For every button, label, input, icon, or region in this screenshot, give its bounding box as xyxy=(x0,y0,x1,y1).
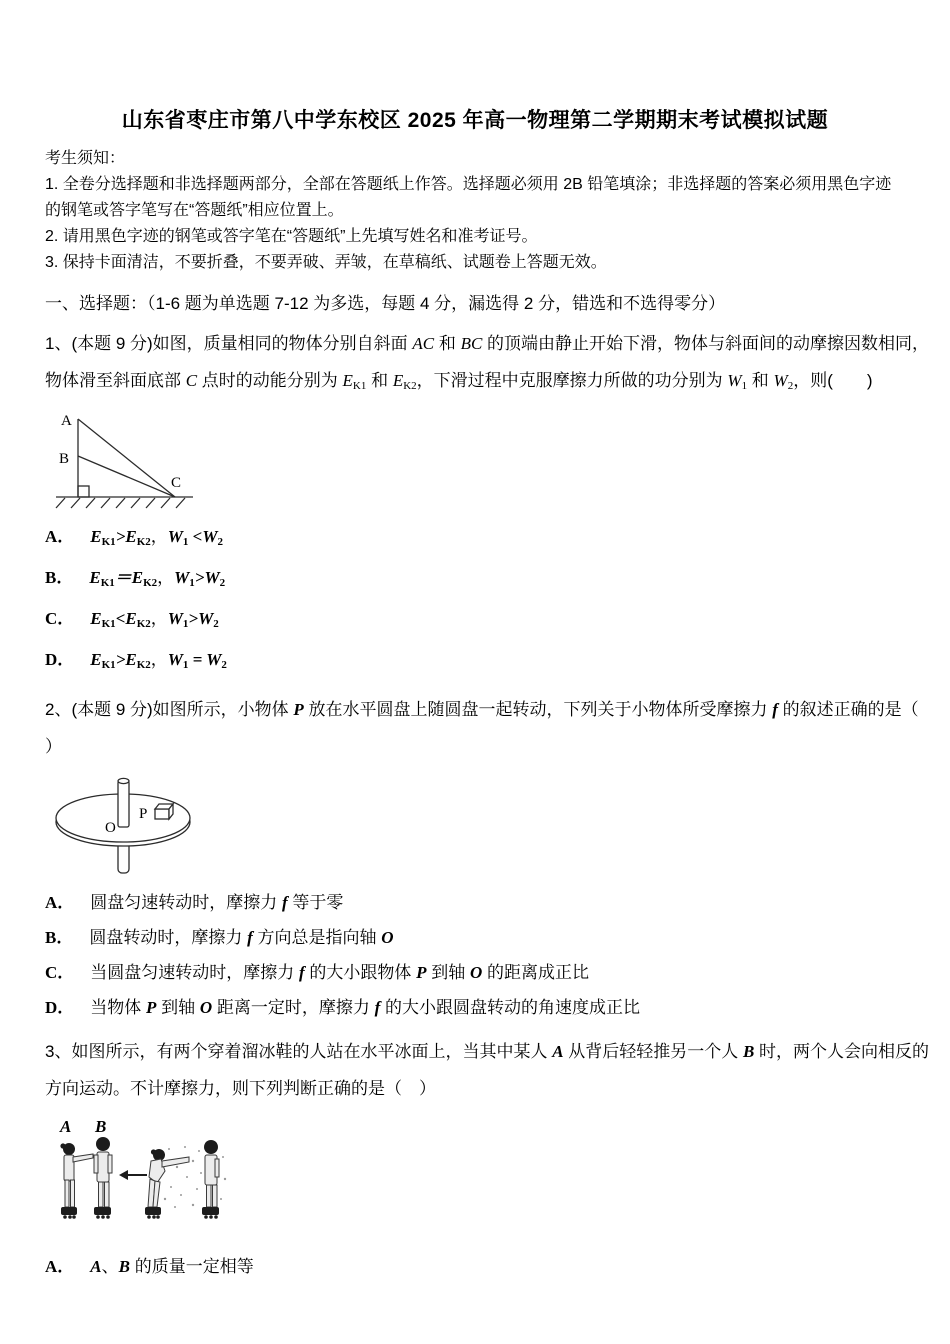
option-text: A、B 的质量一定相等 xyxy=(90,1257,254,1276)
option-label: C． xyxy=(45,609,75,628)
option-text: 圆盘匀速转动时，摩擦力 f 等于零 xyxy=(90,893,344,912)
option-text: 当圆盘匀速转动时，摩擦力 f 的大小跟物体 P 到轴 O 的距离成正比 xyxy=(90,963,589,982)
option-label: B． xyxy=(45,928,74,947)
question-1-options xyxy=(45,519,905,683)
question-3-text xyxy=(45,1033,930,1107)
notice-block xyxy=(45,146,905,276)
question-2-line-2: ） xyxy=(45,737,62,756)
question-2-text xyxy=(45,691,919,765)
option-text: 当物体 P 到轴 O 距离一定时，摩擦力 f 的大小跟圆盘转动的角速度成正比 xyxy=(90,998,640,1017)
option-text: 圆盘转动时，摩擦力 f 方向总是指向轴 O xyxy=(89,928,394,947)
question-3-line-2: 方向运动。不计摩擦力，则下列判断正确的是（ ） xyxy=(45,1079,436,1098)
person-b-after-push xyxy=(202,1140,219,1219)
question-1-line-2: 物体滑至斜面底部 C 点时的动能分别为 EK1 和 EK2，下滑过程中克服摩擦力所做的功分别为 W1 和 W2，则( ) xyxy=(45,371,873,392)
point-c-label: C xyxy=(171,475,182,491)
notice-item-2: 2. 请用黑色字迹的钢笔或答字笔在“答题纸”上先填写姓名和准考证号。 xyxy=(45,228,538,245)
question-2 xyxy=(45,691,919,1025)
incline-diagram xyxy=(53,411,218,511)
skater-a-label: A xyxy=(60,1117,72,1136)
axis-o-label: O xyxy=(105,820,116,836)
block-p xyxy=(155,804,173,819)
q1-option-c xyxy=(45,601,905,642)
option-text: EK1>EK2，W1 <W2 xyxy=(90,527,223,548)
person-a-after-push xyxy=(145,1149,189,1219)
question-2-options xyxy=(45,885,905,1025)
axle-rod xyxy=(118,781,129,827)
option-label: A． xyxy=(45,893,75,912)
q2-option-a xyxy=(45,885,905,920)
ground-hatching xyxy=(56,498,185,508)
option-label: D． xyxy=(45,650,75,669)
skater-b-label: B xyxy=(95,1117,107,1136)
section-heading: 一、选择题：（1-6 题为单选题 7-12 为多选，每题 4 分，漏选得 2 分，错选和不选得零分） xyxy=(45,294,726,313)
option-label: A． xyxy=(45,1257,75,1276)
option-text: EK1<EK2，W1>W2 xyxy=(90,609,219,630)
q1-option-a xyxy=(45,519,905,560)
notice-item-3: 3. 保持卡面清洁，不要折叠，不要弄破、弄皱，在草稿纸、试题卷上答题无效。 xyxy=(45,254,607,271)
q2-option-d xyxy=(45,990,905,1025)
question-1 xyxy=(45,325,930,683)
option-label: D． xyxy=(45,998,75,1017)
q2-option-c xyxy=(45,955,905,990)
question-1-line-1: 1、(本题 9 分)如图，质量相同的物体分别自斜面 AC 和 BC 的顶端由静止开始下滑，物体与斜面间的动摩擦因数相同， xyxy=(45,334,930,353)
option-text: EK1＝EK2，W1>W2 xyxy=(89,568,226,589)
point-a-label: A xyxy=(61,413,72,429)
question-3-line-1: 3、如图所示，有两个穿着溜冰鞋的人站在水平冰面上，当其中某人 A 从背后轻轻推另一个人 B 时，两个人会向相反的 xyxy=(45,1042,930,1061)
option-label: A． xyxy=(45,527,75,546)
notice-item-1: 1. 全卷分选择题和非选择题两部分，全部在答题纸上作答。选择题必须用 2B 铅笔填涂；非选择题的答案必须用黑色字迹的钢笔或答字笔写在“答题纸”相应位置上。 xyxy=(45,176,892,219)
rotating-disk-diagram xyxy=(55,771,235,879)
option-label: B． xyxy=(45,568,74,587)
question-1-text xyxy=(45,325,930,405)
option-text: EK1>EK2，W1 = W2 xyxy=(90,650,227,671)
q3-option-a xyxy=(45,1249,905,1284)
recoil-arrow xyxy=(119,1170,147,1180)
point-b-label: B xyxy=(59,451,70,467)
q2-option-b xyxy=(45,920,905,955)
block-p-label: P xyxy=(139,806,148,822)
q1-option-b xyxy=(45,560,905,601)
person-b xyxy=(94,1137,112,1219)
page-title: 山东省枣庄市第八中学东校区 2025 年高一物理第二学期期末考试模拟试题 xyxy=(121,109,829,132)
q1-option-d xyxy=(45,642,905,683)
person-a xyxy=(60,1143,93,1219)
question-2-line-1: 2、(本题 9 分)如图所示，小物体 P 放在水平圆盘上随圆盘一起转动，下列关于小物体所受摩擦力 f 的叙述正确的是（ xyxy=(45,700,919,719)
option-label: C． xyxy=(45,963,75,982)
skaters-figure xyxy=(47,1117,237,1237)
notice-heading: 考生须知： xyxy=(45,150,126,167)
question-3 xyxy=(45,1033,930,1284)
